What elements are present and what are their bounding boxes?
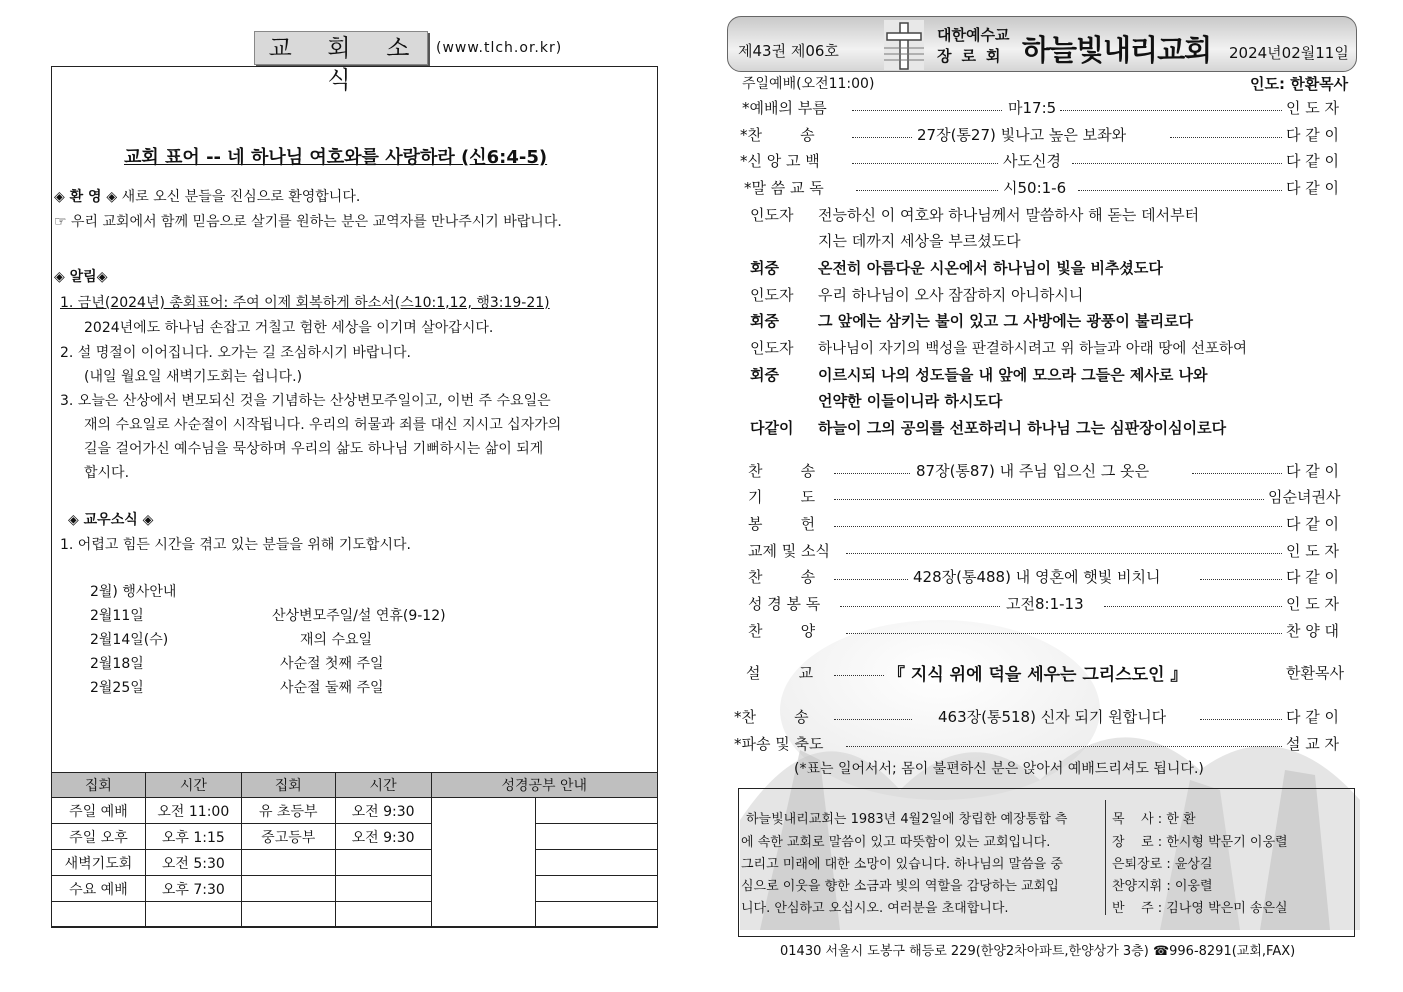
order-detail: 고전8:1-13 (1006, 595, 1084, 613)
order-detail: 사도신경 (1003, 152, 1061, 170)
dotted-leader (834, 579, 908, 580)
service-leader: 인도: 한환목사 (1250, 75, 1349, 93)
event-name: 산상변모주일/설 연휴(9-12) (272, 608, 446, 624)
table-cell (52, 902, 146, 928)
table-cell (335, 850, 431, 876)
dotted-leader (852, 163, 998, 164)
reading-role: 인도자 (750, 206, 794, 224)
staff-line: 찬양지휘 : 이웅렬 (1112, 879, 1213, 894)
staff-line: 은퇴장로 : 윤상길 (1112, 857, 1213, 872)
order-who: 다 같 이 (1286, 462, 1340, 480)
table-cell: 오전 9:30 (335, 798, 431, 824)
info-divider (1105, 800, 1106, 915)
event-name: 재의 수요일 (300, 632, 373, 648)
dotted-leader (1078, 190, 1282, 191)
reading-text: 언약한 이들이니라 하시도다 (818, 392, 1003, 410)
dotted-leader (834, 675, 884, 676)
intro-line: 니다. 안심하고 오십시오. 여러분을 초대합니다. (741, 901, 1009, 916)
table-cell: 오전 9:30 (335, 824, 431, 850)
study-cell (536, 850, 658, 876)
event-date: 2월11일 (90, 608, 144, 624)
dotted-leader (1060, 110, 1282, 111)
dotted-leader (852, 110, 1002, 111)
dotted-leader (1200, 579, 1282, 580)
dotted-leader (846, 633, 1282, 634)
staff-line: 장 로 : 한시형 박문기 이웅렬 (1112, 835, 1288, 850)
order-detail: 87장(통87) 내 주님 입으신 그 옷은 (916, 462, 1150, 480)
reading-text: 하나님이 자기의 백성을 판결하시려고 위 하늘과 아래 땅에 선포하여 (818, 341, 1248, 357)
order-who: 인 도 자 (1286, 595, 1340, 613)
dotted-leader (1200, 719, 1282, 720)
order-item: 교제 및 소식 (748, 542, 830, 560)
dotted-leader (834, 526, 1282, 527)
table-cell: 주일 오후 (52, 824, 146, 850)
staff-line: 목 사 : 한 환 (1112, 812, 1196, 827)
order-who: 다 같 이 (1286, 568, 1340, 586)
bulletin-date: 2024년02월11일 (1229, 44, 1349, 62)
table-row (52, 850, 658, 876)
dotted-leader (852, 137, 912, 138)
order-item: *예배의 부름 (742, 99, 827, 117)
reading-role: 다같이 (750, 419, 794, 437)
order-item: 찬 송 (748, 568, 816, 586)
welcome-note: ☞ 우리 교회에서 함께 믿음으로 살기를 원하는 분은 교역자를 만나주시기 바랍니다. (54, 214, 562, 230)
church-name: 하늘빛내리교회 (1022, 33, 1212, 67)
table-cell: 오전 5:30 (145, 850, 241, 876)
reading-role: 회중 (750, 259, 779, 277)
events-heading: 2월) 행사안내 (90, 584, 177, 600)
standing-note: (*표는 일어서서; 몸이 불편하신 분은 앉아서 예배드리셔도 됩니다.) (794, 761, 1204, 777)
dotted-leader (834, 499, 1264, 500)
order-who: 임순녀권사 (1268, 488, 1341, 506)
church-address: 01430 서울시 도봉구 해등로 229(한양2차아파트,한양상가 3층) ☎996-8291(교회,FAX) (780, 944, 1296, 959)
table-cell: 수요 예배 (52, 876, 146, 902)
event-date: 2월25일 (90, 680, 144, 696)
order-item: 찬 송 (748, 462, 816, 480)
denomination-line2: 장로회 (937, 47, 1011, 65)
reading-text: 하늘이 그의 공의를 선포하리니 하나님 그는 심판장이심이로다 (818, 419, 1227, 437)
dotted-leader (834, 719, 912, 720)
reading-role: 인도자 (750, 286, 794, 304)
dotted-leader (846, 746, 1282, 747)
order-item: 설 교 (746, 664, 814, 682)
welcome-heading: ◈ 환 영 ◈ (54, 189, 118, 205)
event-date: 2월18일 (90, 656, 144, 672)
reading-text: 전능하신 이 여호와 하나님께서 말씀하사 해 돋는 데서부터 (818, 206, 1200, 224)
dotted-leader (1170, 137, 1282, 138)
study-cell (431, 798, 536, 928)
column-header: 집회 (241, 773, 335, 798)
order-item: *찬 송 (734, 708, 809, 726)
dotted-leader (856, 190, 998, 191)
table-cell: 새벽기도회 (52, 850, 146, 876)
event-name: 사순절 첫째 주일 (280, 656, 384, 672)
reading-text: 온전히 아름다운 시온에서 하나님이 빛을 비추셨도다 (818, 259, 1163, 277)
table-cell (241, 850, 335, 876)
order-item: 찬 양 (748, 622, 816, 640)
order-who: 다 같 이 (1286, 515, 1340, 533)
dotted-leader (846, 553, 1282, 554)
sermon-title: 『 지식 위에 덕을 세우는 그리스도인 』 (888, 665, 1188, 685)
reading-text: 이르시되 나의 성도들을 내 앞에 모으라 그들은 제사로 나와 (818, 366, 1208, 384)
table-cell: 중고등부 (241, 824, 335, 850)
order-who: 인 도 자 (1286, 99, 1340, 117)
order-item: *말 씀 교 독 (744, 179, 824, 197)
order-detail: 463장(통518) 신자 되기 원합니다 (938, 708, 1167, 726)
members-heading: ◈ 교우소식 ◈ (68, 512, 154, 528)
order-detail: 마17:5 (1008, 99, 1057, 117)
website-url[interactable]: (www.tlch.or.kr) (436, 40, 563, 56)
table-row (52, 798, 658, 824)
intro-line: 하늘빛내리교회는 1983년 4월2일에 창립한 예장통합 측 (746, 812, 1068, 827)
order-who: 다 같 이 (1286, 708, 1340, 726)
table-cell (241, 876, 335, 902)
order-item: 봉 헌 (748, 515, 816, 533)
order-item: *찬 송 (740, 126, 815, 144)
church-motto: 교회 표어 -- 네 하나님 여호와를 사랑하라 (신6:4-5) (124, 147, 548, 168)
event-name: 사순절 둘째 주일 (280, 680, 384, 696)
order-detail: 27장(통27) 빛나고 높은 보좌와 (917, 126, 1127, 144)
welcome-section (54, 186, 360, 206)
table-cell (335, 876, 431, 902)
column-header: 성경공부 안내 (431, 773, 657, 798)
table-cell (241, 902, 335, 928)
table-row (52, 876, 658, 902)
column-header: 시간 (145, 773, 241, 798)
study-cell (536, 824, 658, 850)
notice-item: 3. 오늘은 산상에서 변모되신 것을 기념하는 산상변모주일이고, 이번 주 수요일은 (60, 393, 551, 409)
study-cell (536, 798, 658, 824)
cross-logo-icon (884, 20, 924, 70)
notice-item: (내일 월요일 새벽기도회는 쉽니다.) (84, 369, 303, 385)
service-label: 주일예배(오전11:00) (742, 76, 875, 92)
table-cell: 주일 예배 (52, 798, 146, 824)
event-date: 2월14일(수) (90, 632, 169, 648)
column-header: 집회 (52, 773, 146, 798)
members-text: 1. 어렵고 힘든 시간을 겪고 있는 분들을 위해 기도합시다. (60, 537, 411, 553)
notice-item: 1. 금년(2024년) 총회표어: 주여 이제 회복하게 하소서(스10:1,12, 행3:19-21) (60, 295, 550, 311)
study-cell (536, 902, 658, 928)
reading-role: 인도자 (750, 339, 794, 357)
reading-text: 우리 하나님이 오사 잠잠하지 아니하시니 (818, 286, 1084, 304)
notice-item: 재의 수요일로 사순절이 시작됩니다. 우리의 허물과 죄를 대신 지시고 십자가의 (84, 417, 562, 433)
table-row (52, 902, 658, 928)
dotted-leader (840, 606, 1000, 607)
order-item: *신 앙 고 백 (740, 152, 820, 170)
table-cell: 오전 11:00 (145, 798, 241, 824)
dotted-leader (1192, 473, 1282, 474)
dotted-leader (1072, 163, 1282, 164)
notice-item: 합시다. (84, 465, 130, 481)
order-detail: 시50:1-6 (1003, 179, 1067, 197)
table-header-row (52, 773, 658, 798)
table-row (52, 824, 658, 850)
intro-line: 에 속한 교회로 말씀이 있고 따뜻함이 있는 교회입니다. (741, 835, 1051, 850)
order-item: 기 도 (748, 488, 816, 506)
order-who: 찬 양 대 (1286, 622, 1340, 640)
reading-text: 그 앞에는 삼키는 불이 있고 그 사방에는 광풍이 불리로다 (818, 312, 1194, 330)
intro-line: 심으로 이웃을 향한 소금과 빛의 역할을 감당하는 교회입 (741, 879, 1059, 894)
order-who: 한환목사 (1286, 664, 1344, 682)
table-cell: 오후 7:30 (145, 876, 241, 902)
reading-text: 지는 데까지 세상을 부르셨도다 (818, 232, 1021, 250)
staff-line: 반 주 : 김나영 박은미 송은실 (1112, 901, 1288, 916)
denomination-line1: 대한예수교 (937, 26, 1010, 44)
column-header: 시간 (335, 773, 431, 798)
order-item: 성 경 봉 독 (748, 595, 821, 613)
notice-item: 2024년에도 하나님 손잡고 거칠고 험한 세상을 이기며 살아갑시다. (84, 320, 494, 336)
table-cell (145, 902, 241, 928)
dotted-leader (1104, 606, 1282, 607)
volume-number: 제43권 제06호 (738, 42, 839, 60)
table-cell: 오후 1:15 (145, 824, 241, 850)
notice-item: 2. 설 명절이 이어집니다. 오가는 길 조심하시기 바랍니다. (60, 345, 411, 361)
dotted-leader (834, 473, 910, 474)
schedule-table (51, 772, 658, 928)
order-who: 설 교 자 (1286, 735, 1340, 753)
order-item: *파송 및 축도 (734, 735, 824, 753)
study-cell (536, 876, 658, 902)
table-cell: 유 초등부 (241, 798, 335, 824)
notice-heading: ◈ 알림◈ (54, 269, 108, 285)
order-who: 다 같 이 (1286, 126, 1340, 144)
welcome-text: 새로 오신 분들을 진심으로 환영합니다. (121, 189, 361, 205)
table-cell (335, 902, 431, 928)
intro-line: 그리고 미래에 대한 소망이 있습니다. 하나님의 말씀을 중 (741, 857, 1063, 872)
notice-item: 길을 걸어가신 예수님을 묵상하며 우리의 삶도 하나님 기뻐하시는 삶이 되게 (84, 441, 544, 457)
page-title: 교 회 소 식 (254, 31, 428, 65)
order-detail: 428장(통488) 내 영혼에 햇빛 비치니 (913, 568, 1161, 586)
order-who: 인 도 자 (1286, 542, 1340, 560)
order-who: 다 같 이 (1286, 152, 1340, 170)
order-who: 다 같 이 (1286, 179, 1340, 197)
reading-role: 회중 (750, 366, 779, 384)
reading-role: 회중 (750, 312, 779, 330)
